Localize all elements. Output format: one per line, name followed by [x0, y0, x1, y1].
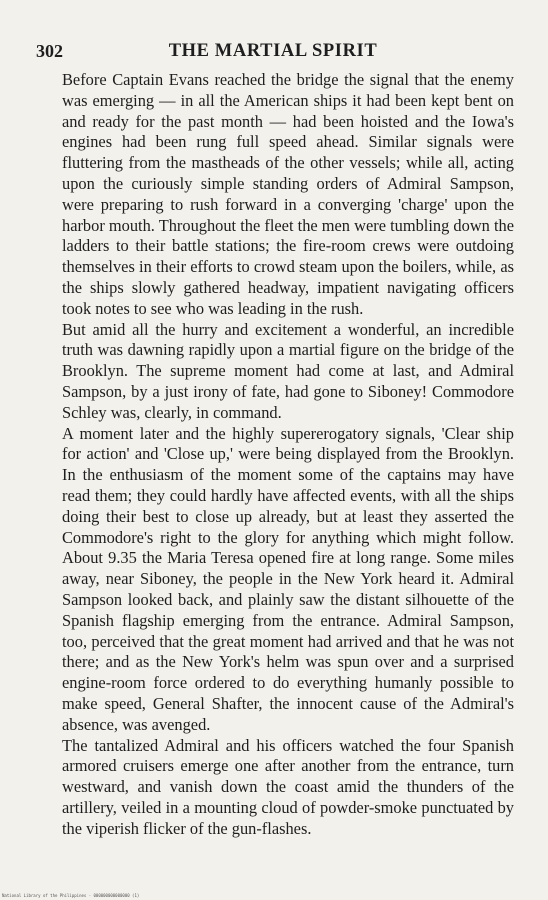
- scan-footer: National Library of the Philippines · 000000000000000 (1): [2, 893, 140, 898]
- paragraph: Before Captain Evans reached the bridge the signal that the enemy was emerging — in all the American ships it had been kept bent on and ready for the past month — had been hoisted and the Iowa's engines had been rung full speed ahead. Similar signals were fluttering from the mastheads of the other vessels; while all, acting upon the curiously simple standing orders of Admiral Sampson, were preparing to rush forward in a converging 'charge' upon the harbor mouth. Throughout the fleet the men were tumbling down the ladders to their battle stations; the fire-room crews were outdoing themselves in their efforts to crowd steam upon the boilers, while, as the ships slowly gathered headway, impatient navigating officers took notes to see who was leading in the rush.: [62, 70, 514, 318]
- body-text: [62, 70, 514, 839]
- paragraph: But amid all the hurry and excitement a wonderful, an incredible truth was dawning rapidly upon a martial figure on the bridge of the Brooklyn. The supreme moment had come at last, and Admiral Sampson, by a just irony of fate, had gone to Siboney! Commodore Schley was, clearly, in command.: [62, 319, 514, 422]
- page-number: 302: [36, 41, 63, 61]
- paragraph: A moment later and the highly supererogatory signals, 'Clear ship for action' and 'Close up,' were being displayed from the Brooklyn. In the enthusiasm of the moment some of the captains may have read them; they could hardly have affected events, with all the ships doing their best to close up already, but at least they asserted the Commodore's right to the glory for anything which might follow. About 9.35 the Maria Teresa opened fire at long range. Some miles away, near Siboney, the people in the New York heard it. Admiral Sampson looked back, and plainly saw the distant silhouette of the Spanish flagship emerging from the entrance. Admiral Sampson, too, perceived that the great moment had arrived and that he was not there; and as the New York's helm was spun over and a surprised engine-room force ordered to do everything humanly possible to make speed, General Shafter, the innocent cause of the Admiral's absence, was avenged.: [62, 423, 514, 734]
- running-head: THE MARTIAL SPIRIT: [168, 41, 378, 61]
- page-header: [36, 40, 510, 64]
- paragraph: The tantalized Admiral and his officers watched the four Spanish armored cruisers emerge one after another from the entrance, turn westward, and vanish down the coast amid the thunders of the artillery, veiled in a mounting cloud of powder-smoke punctuated by the viperish flicker of the gun-flashes.: [62, 735, 514, 838]
